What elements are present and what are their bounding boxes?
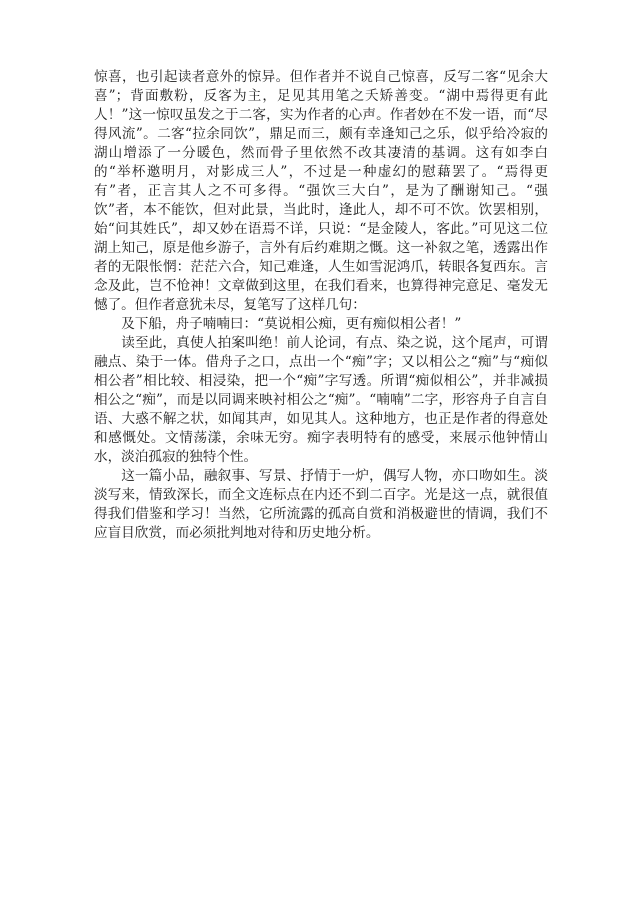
document-page bbox=[94, 68, 548, 543]
paragraph-3: 读至此，真使人拍案叫绝！前人论词，有点、染之说，这个尾声，可谓融点、染于一体。借舟子之口，点出一个“痴”字；又以相公之“痴”与“痴似相公者”相比较、相浸染，把一个“痴”字写透。所谓“痴似相公”，并非减损相公之“痴”，而是以同调来映衬相公之“痴”。“喃喃”二字，形容舟子自言自语、大惑不解之状，如闻其声，如见其人。这种地方，也正是作者的得意处和感慨处。文情荡漾，余味无穷。痴字表明特有的感受，来展示他钟情山水，淡泊孤寂的独特个性。 bbox=[94, 335, 548, 465]
paragraph-4: 这一篇小品，融叙事、写景、抒情于一炉，偶写人物，亦口吻如生。淡淡写来，情致深长，而全文连标点在内还不到二百字。光是这一点，就很值得我们借鉴和学习！当然，它所流露的孤高自赏和消极避世的情调，我们不应盲目欣赏，而必须批判地对待和历史地分析。 bbox=[94, 468, 548, 541]
paragraph-1: 惊喜，也引起读者意外的惊异。但作者并不说自己惊喜，反写二客“见余大喜”；背面敷粉，反客为主，足见其用笔之夭矫善变。“湖中焉得更有此人！”这一惊叹虽发之于二客，实为作者的心声。作者妙在不发一语，而“尽得风流”。二客“拉余同饮”，鼎足而三，颇有幸逢知己之乐，似乎给冷寂的湖山增添了一分暖色，然而骨子里依然不改其凄清的基调。这有如李白的“举杯邀明月，对影成三人”，不过是一种虚幻的慰藉罢了。“焉得更有”者，正言其人之不可多得。“强饮三大白”，是为了酬谢知己。“强饮”者，本不能饮，但对此景，当此时，逢此人，却不可不饮。饮罢相别，始“问其姓氏”，却又妙在语焉不详，只说：“是金陵人，客此。”可见这二位湖上知己，原是他乡游子，言外有后约难期之慨。这一补叙之笔，透露出作者的无限怅惘：茫茫六合，知己难逢，人生如雪泥鸿爪，转眼各复西东。言念及此，岂不怆神！文章做到这里，在我们看来，也算得神完意足、毫发无憾了。但作者意犹未尽，复笔写了这样几句： bbox=[94, 69, 548, 313]
paragraph-2: 及下船，舟子喃喃曰：“莫说相公痴，更有痴似相公者！” bbox=[121, 316, 462, 332]
